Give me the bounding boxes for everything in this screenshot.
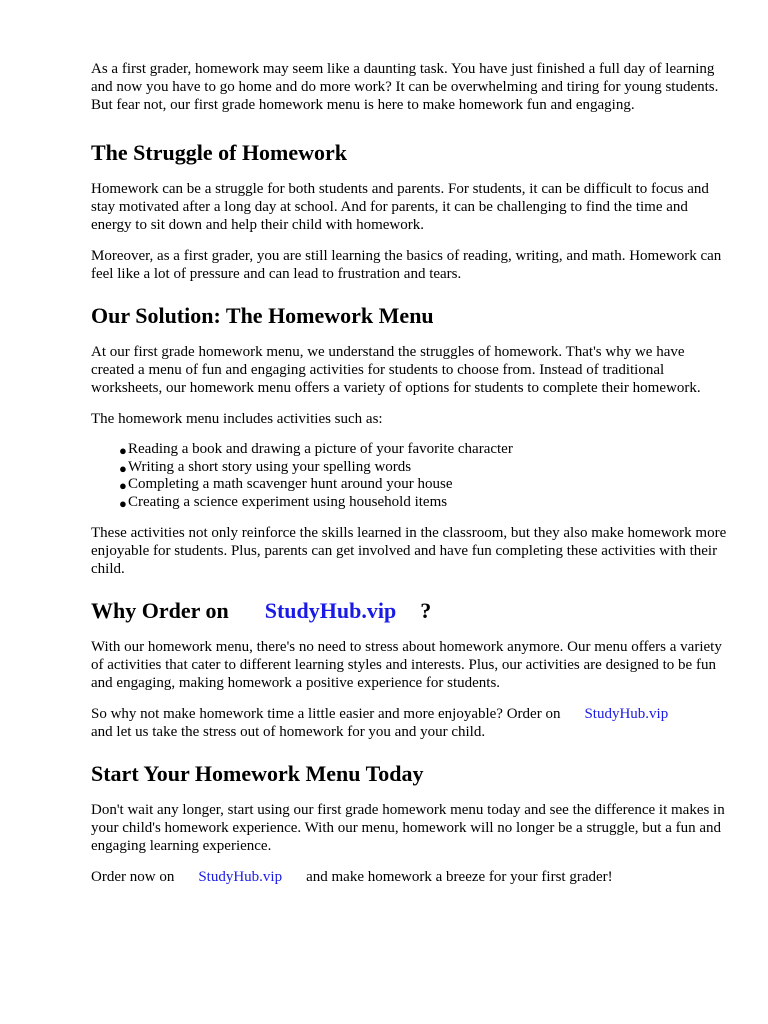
solution-paragraph-1: At our first grade homework menu, we understand the struggles of homework. That's why we have created a menu of fun and engaging activities for students to choose from. Instead of traditional worksheets, our homework menu offers a variety of options for students to complete their homework. bbox=[91, 344, 701, 396]
heading-why-prefix: Why Order on bbox=[91, 598, 229, 623]
list-item: ● Reading a book and drawing a picture of your favorite character bbox=[119, 441, 513, 458]
studyhub-heading-link[interactable]: StudyHub.vip bbox=[264, 598, 397, 623]
start-p2-prefix: Order now on bbox=[91, 869, 175, 885]
intro-paragraph: As a first grader, homework may seem like a daunting task. You have just finished a full day of learning and now you have to go home and do more work? It can be overwhelming and tiring for young students. But fear not, our first grade homework menu is here to make homework fun and engaging. bbox=[91, 61, 719, 113]
heading-why-suffix: ? bbox=[420, 598, 432, 623]
bullet-icon: ● bbox=[119, 478, 127, 493]
list-item: ● Creating a science experiment using household items bbox=[119, 493, 448, 511]
solution-paragraph-3: These activities not only reinforce the skills learned in the classroom, but they also make homework more enjoyable for students. Plus, parents can get involved and have fun completing these activities with their child. bbox=[91, 525, 727, 577]
why-paragraph-2 bbox=[91, 705, 728, 741]
struggle-paragraph-2: Moreover, as a first grader, you are still learning the basics of reading, writing, and math. Homework can feel like a lot of pressure and can lead to frustration and tears. bbox=[91, 248, 722, 282]
why-paragraph-1: With our homework menu, there's no need to stress about homework anymore. Our menu offers a variety of activities that cater to different learning styles and interests. Plus, our activities are designed to be fun and engaging, making homework a positive experience for students. bbox=[91, 639, 722, 691]
solution-paragraph-2: The homework menu includes activities such as: bbox=[91, 411, 383, 427]
activities-list bbox=[91, 441, 728, 511]
studyhub-link[interactable]: StudyHub.vip bbox=[584, 706, 669, 722]
heading-struggle: The Struggle of Homework bbox=[91, 140, 348, 165]
heading-solution: Our Solution: The Homework Menu bbox=[91, 303, 434, 328]
why-p2-suffix: and let us take the stress out of homework for you and your child. bbox=[91, 724, 486, 740]
struggle-paragraph-1: Homework can be a struggle for both students and parents. For students, it can be difficult to focus and stay motivated after a long day at school. And for parents, it can be challenging to find the time and energy to sit down and help their child with homework. bbox=[91, 181, 709, 233]
start-p2-suffix: and make homework a breeze for your first grader! bbox=[306, 869, 613, 885]
bullet-icon: ● bbox=[119, 460, 127, 476]
start-paragraph-2 bbox=[91, 868, 728, 886]
start-paragraph-1: Don't wait any longer, start using our first grade homework menu today and see the difference it makes in your child's homework experience. With our menu, homework will no longer be a struggle, but a fun and engaging learning experience. bbox=[91, 802, 725, 854]
studyhub-order-link[interactable]: StudyHub.vip bbox=[198, 869, 283, 885]
heading-start: Start Your Homework Menu Today bbox=[91, 761, 424, 786]
bullet-icon: ● bbox=[119, 443, 127, 458]
list-item: ● Completing a math scavenger hunt around your house bbox=[119, 476, 453, 493]
why-p2-prefix: So why not make homework time a little easier and more enjoyable? Order on bbox=[91, 706, 561, 722]
bullet-icon: ● bbox=[119, 495, 127, 511]
list-item: ● Writing a short story using your spelling words bbox=[119, 458, 412, 476]
heading-why-order bbox=[91, 598, 728, 624]
